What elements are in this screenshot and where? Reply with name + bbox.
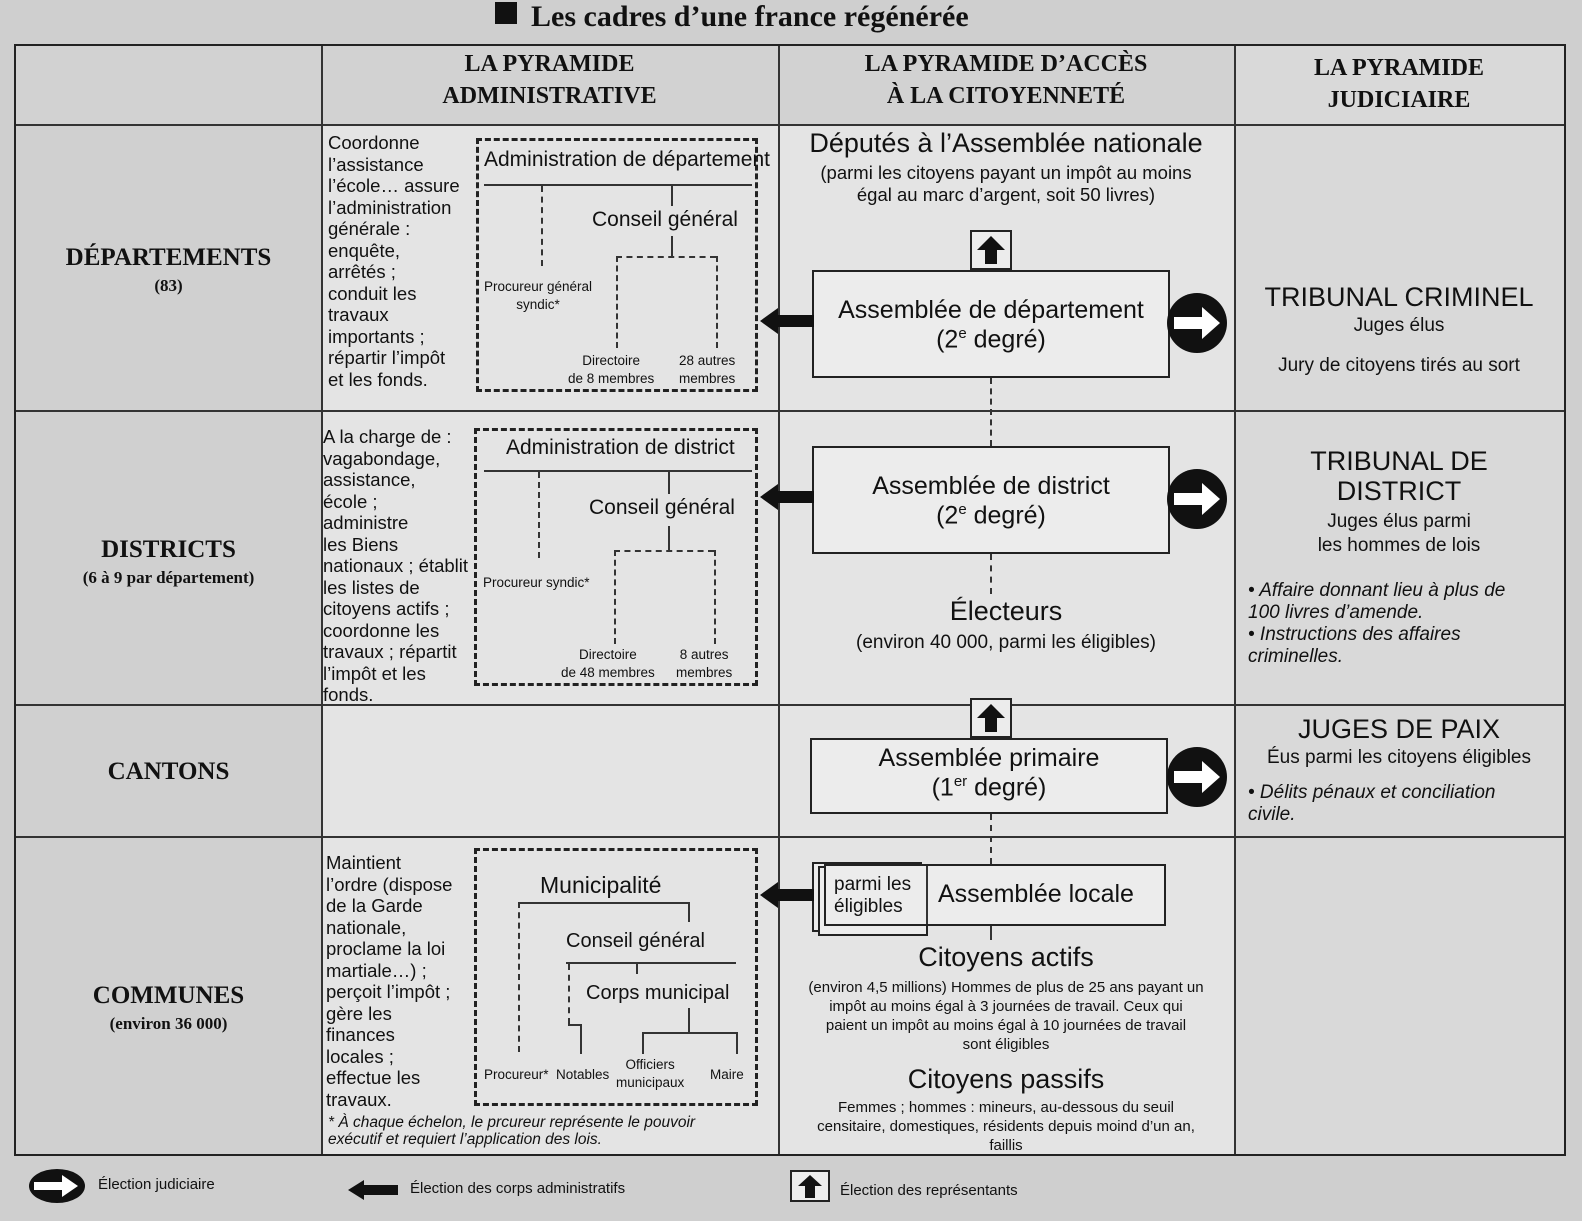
juges-de-paix-title: JUGES DE PAIX [1297,714,1501,744]
left-arrow-icon [760,484,814,510]
admin-departement-conseil: Conseil général [592,208,738,231]
judicial-election-icon [1166,468,1228,530]
row-sub: (83) [154,276,183,295]
legend-admin: Élection des corps administratifs [410,1180,626,1197]
admin-commune-conseil: Conseil général [566,930,705,952]
up-arrow-icon [970,698,1012,738]
deputes-label: Députés à l’Assemblée nationale [809,128,1203,158]
admin-district-title: Administration de district [506,436,735,459]
admin-departement-directoire: Directoire de 8 membres [568,353,655,386]
assemblee-district-box [812,446,1170,554]
row-sub: (environ 36 000) [109,1014,228,1033]
up-arrow-icon [970,230,1012,270]
left-arrow-icon [760,308,814,334]
electeurs-sub: (environ 40 000, parmi les éligibles) [856,632,1156,653]
tribunal-criminel-jury: Jury de citoyens tirés au sort [1278,355,1520,376]
admin-commune-desc: Maintient l’ordre (dispose de la Garde nationale, proclame la loi martiale…) ; perçoit l’impôt ; gère les finances locales ; effectue les travaux. [326,852,453,1110]
admin-district-directoire: Directoire de 48 membres [561,647,655,680]
assemblee-district-degre: (2e degré) [936,501,1046,530]
juges-de-paix [1234,714,1564,769]
admin-departement-desc: Coordonne l’assistance l’école… assure l’administration générale : enquête, arrêtés ; conduit les travaux importants ; répartir l’impôt et les fonds. [328,132,460,390]
column-header-admin: LA PYRAMIDE ADMINISTRATIVE [442,51,657,110]
assemblee-locale-box [824,864,1166,926]
assemblee-primaire-label: Assemblée primaire [878,744,1100,772]
citoyens-actifs-label: Citoyens actifs [918,942,1094,972]
tribunal-criminel-juges: Juges élus [1353,315,1445,336]
admin-departement-procureur: Procureur général syndic* [484,279,593,312]
juges-de-paix-competences: • Délits pénaux et conciliation civile. [1248,782,1496,825]
admin-district-autres: 8 autres membres [676,647,733,680]
parmi-eligibles-label: parmi les éligibles [834,874,912,917]
citoyens-passifs-sub: Femmes ; hommes : mineurs, au-dessous du seuil censitaire, domestiques, résidents depuis moind d’un an, faillis [817,1099,1195,1154]
admin-district-procureur: Procureur syndic* [483,575,590,590]
assemblee-locale-label: Assemblée locale [938,880,1134,908]
deputes-sub: (parmi les citoyens payant un impôt au moins égal au marc d’argent, soit 50 livres) [820,162,1192,205]
admin-footnote: * À chaque échelon, le prcureur représente le pouvoir exécutif et requiert l’application des lois. [328,1114,696,1148]
row-name: DÉPARTEMENTS [65,244,272,271]
row-header-communes [16,982,321,1034]
admin-commune-notables: Notables [556,1067,610,1082]
representants-legend-icon [790,1170,830,1202]
electeurs-label: Électeurs [949,596,1063,626]
assemblee-departement-degre: (2e degré) [936,325,1046,354]
tribunal-district-title: TRIBUNAL DE DISTRICT [1310,446,1488,506]
square-icon [495,2,517,24]
page-title: Les cadres d’une france régénérée [495,0,969,34]
juges-de-paix-sub: Éus parmi les citoyens éligibles [1266,747,1531,768]
judicial-election-legend-icon [28,1168,86,1204]
assemblee-primaire-box [810,738,1168,814]
row-header-cantons [16,758,321,786]
assemblee-district-label: Assemblée de district [872,472,1110,500]
tribunal-district [1234,446,1564,558]
tribunal-district-juges: Juges élus parmi les hommes de lois [1317,511,1481,556]
admin-commune-maire: Maire [710,1067,744,1082]
tribunal-criminel-title: TRIBUNAL CRIMINEL [1264,282,1534,312]
admin-district-conseil: Conseil général [589,496,735,519]
row-sub: (6 à 9 par département) [82,568,255,587]
admin-departement-autres: 28 autres membres [679,353,736,386]
tribunal-district-competences: • Affaire donnant lieu à plus de 100 livres d’amende. • Instructions des affaires criminelles. [1248,580,1506,667]
row-name: COMMUNES [92,982,245,1009]
admin-commune-corps: Corps municipal [586,982,730,1004]
citoyens-passifs-label: Citoyens passifs [907,1064,1105,1094]
admin-commune-officiers: Officiers municipaux [616,1057,685,1090]
column-header-judiciaire: LA PYRAMIDE JUDICIAIRE [1313,55,1484,114]
tribunal-criminel [1234,282,1564,377]
legend-representants: Élection des représentants [840,1182,1018,1199]
citoyens-actifs-sub: (environ 4,5 millions) Hommes de plus de 25 ans payant un impôt au moins égal à 3 journées de travail. Ceux qui paient un impôt au moins égal à 10 journées de travail sont éligibles [808,979,1204,1053]
admin-departement-title: Administration de département [484,148,770,171]
admin-election-legend-icon [348,1180,398,1200]
assemblee-primaire-degre: (1er degré) [931,773,1047,802]
admin-district-desc: A la charge de : vagabondage, assistance, école ; administre les Biens nationaux ; établit les listes de citoyens actifs ; coordonne les travaux ; répartit l’impôt et les fonds. [323,426,469,705]
row-name: CANTONS [107,758,230,785]
main-table [14,44,1566,1156]
judicial-election-icon [1166,292,1228,354]
assemblee-departement-box [812,270,1170,378]
row-header-departements [16,244,321,296]
row-header-districts [16,536,321,588]
column-header-citoyennete: LA PYRAMIDE D’ACCÈS À LA CITOYENNETÉ [864,51,1148,110]
left-arrow-icon [760,882,814,908]
legend-judiciaire: Élection judiciaire [98,1176,215,1193]
admin-commune-procureur: Procureur* [484,1067,549,1082]
judicial-election-icon [1166,746,1228,808]
assemblee-departement-label: Assemblée de département [838,296,1144,324]
row-name: DISTRICTS [101,536,236,563]
admin-commune-title: Municipalité [540,872,662,898]
